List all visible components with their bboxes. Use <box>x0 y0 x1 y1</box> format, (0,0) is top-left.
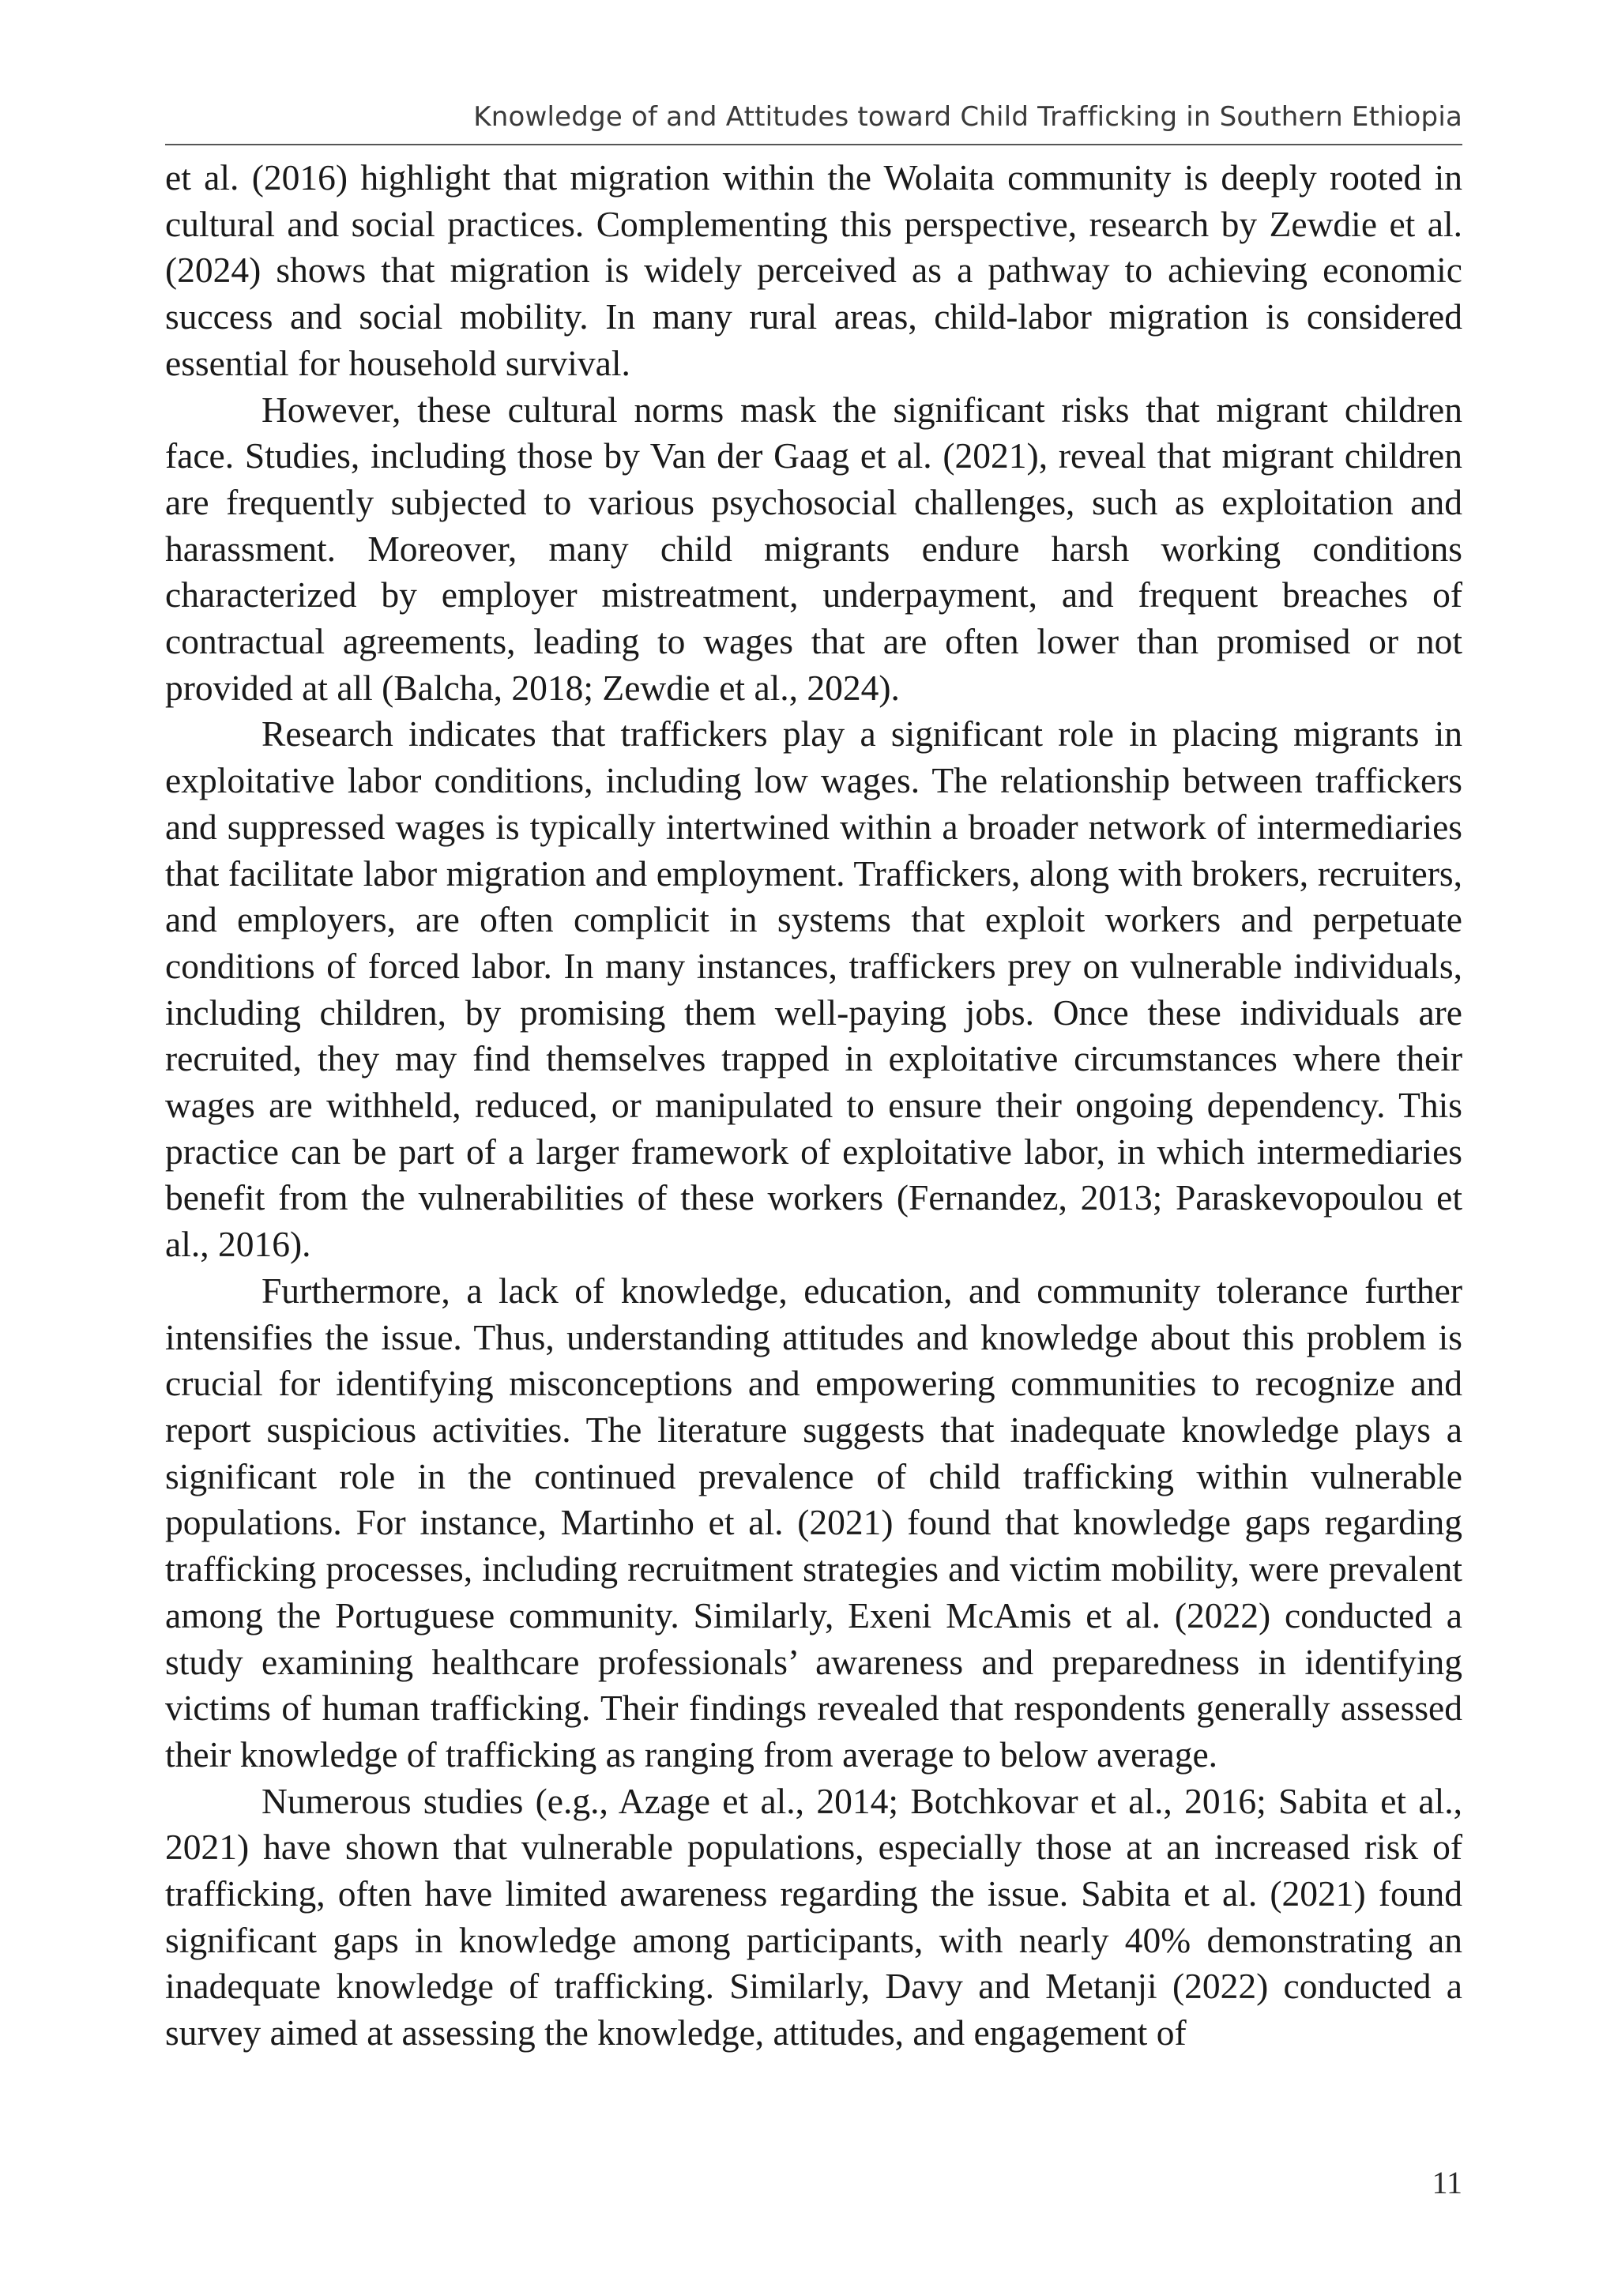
page-number: 11 <box>1432 2165 1462 2200</box>
body-text <box>165 155 1462 2057</box>
paragraph-2: However, these cultural norms mask the significant risks that migrant children face. Studies, including those by Van der Gaag et al. (2021), reveal that migrant children are frequently subjected to various psychosocial challenges, such as exploitation and harassment. Moreover, many child migrants endure harsh working conditions characterized by employer mistreatment, underpayment, and frequent breaches of contractual agreements, leading to wages that are often lower than promised or not provided at all (Balcha, 2018; Zewdie et al., 2024). <box>165 389 1462 708</box>
paragraph-1: et al. (2016) highlight that migration within the Wolaita community is deeply rooted in cultural and social practices. Complementing this perspective, research by Zewdie et al. (2024) shows that migration is widely perceived as a pathway to achieving economic success and social mobility. In many rural areas, child-labor migration is considered essential for household survival. <box>165 157 1462 383</box>
paragraph-3: Research indicates that traffickers play a significant role in placing migrants in exploitative labor conditions, including low wages. The relationship between traffickers and suppressed wages is typically intertwined within a broader network of intermediaries that facilitate labor migration and employment. Traffickers, along with brokers, recruiters, and employers, are often complicit in systems that exploit workers and perpetuate conditions of forced labor. In many instances, traffickers prey on vulnerable individuals, including children, by promising them well-paying jobs. Once these individuals are recruited, they may find themselves trapped in exploitative circumstances where their wages are withheld, reduced, or manipulated to ensure their ongoing dependency. This practice can be part of a larger framework of exploitative labor, in which intermediaries benefit from the vulnerabilities of these workers (Fernandez, 2013; Paraskevopoulou et al., 2016). <box>165 713 1462 1265</box>
header-rule <box>165 144 1462 145</box>
paragraph-5: Numerous studies (e.g., Azage et al., 2014; Botchkovar et al., 2016; Sabita et al., 2021) have shown that vulnerable populations, especially those at an increased risk of trafficking, often have limited awareness regarding the issue. Sabita et al. (2021) found significant gaps in knowledge among participants, with nearly 40% demonstrating an inadequate knowledge of trafficking. Similarly, Davy and Metanji (2022) conducted a survey aimed at assessing the knowledge, attitudes, and engagement of <box>165 1780 1462 2053</box>
running-header: Knowledge of and Attitudes toward Child Trafficking in Southern Ethiopia <box>473 101 1462 133</box>
paragraph-4: Furthermore, a lack of knowledge, education, and community tolerance further intensifies the issue. Thus, understanding attitudes and knowledge about this problem is crucial for identifying misconceptions and empowering communities to recognize and report suspicious activities. The literature suggests that inadequate knowledge plays a significant role in the continued prevalence of child trafficking within vulnerable populations. For instance, Martinho et al. (2021) found that knowledge gaps regarding trafficking processes, including recruitment strategies and victim mobility, were prevalent among the Portuguese community. Similarly, Exeni McAmis et al. (2022) conducted a study examining healthcare professionals’ awareness and preparedness in identifying victims of human trafficking. Their findings revealed that respondents generally assessed their knowledge of trafficking as ranging from average to below average. <box>165 1270 1462 1775</box>
